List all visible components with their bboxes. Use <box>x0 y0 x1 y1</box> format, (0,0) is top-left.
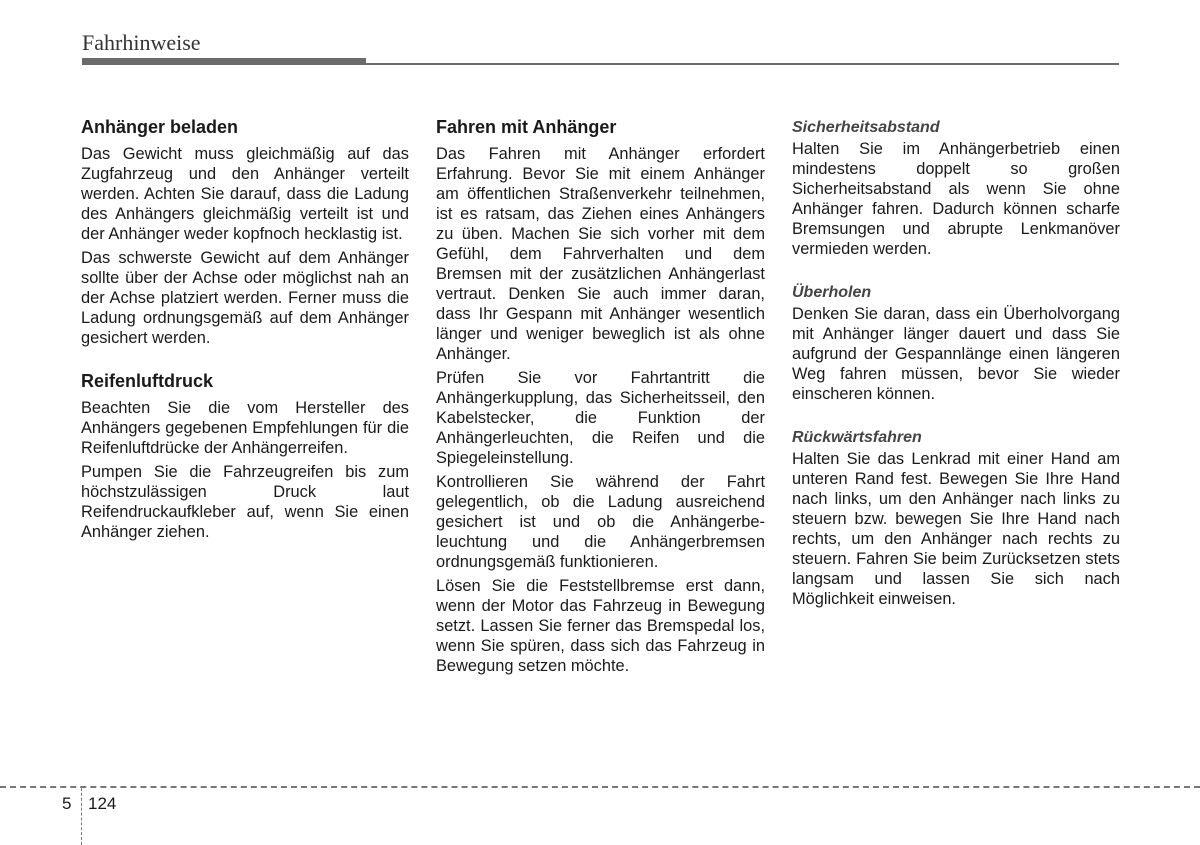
header-rule-thick <box>82 58 366 65</box>
section-heading-anhaenger-beladen: Anhänger beladen <box>81 117 239 137</box>
column-middle <box>436 116 765 680</box>
footer-divider <box>0 786 1200 788</box>
paragraph: Beachten Sie die vom Hersteller des Anhängers gegebenen Empfehlungen für die Reifenluftdrücke der Anhängerreifen. <box>81 399 409 457</box>
paragraph: Pumpen Sie die Fahrzeugreifen bis zum höchstzulässigen Druck laut Reifendruckaufkleber auf, wenn Sie einen Anhänger ziehen. <box>81 463 409 541</box>
paragraph: Halten Sie das Lenkrad mit einer Hand am unteren Rand fest. Bewegen Sie Ihre Hand nach links, um den Anhänger nach links zu steuern bzw. bewegen Sie Ihre Hand nach rechts, um den Anhänger nach rechts zu steuern. Fahren Sie beim Zurücksetzen stets langsam und lassen Sie sich nach Möglichkeit einweisen. <box>792 450 1120 608</box>
header-rule-thin <box>366 63 1119 65</box>
paragraph: Das Fahren mit Anhänger erfordert Erfahrung. Bevor Sie mit einem Anhänger am öffentlichen Straßenverkehr teilnehmen, ist es ratsam, das Ziehen eines Anhängers zu üben. Machen Sie sich vorher mit dem Gefühl, dem Fahrverhalten und dem Bremsen mit der zusätzlichen Anhängerlast vertraut. Denken Sie auch immer daran, dass Ihr Gespann mit Anhänger wesentlich länger und weniger beweglich ist als ohne Anhänger. <box>436 145 765 363</box>
paragraph: Kontrollieren Sie während der Fahrt gelegentlich, ob die Ladung ausreichend gesichert ist und ob die Anhängerbeleuchtung und die Anhängerbremsen ordnungsgemäß funktionieren. <box>436 473 765 571</box>
paragraph: Das schwerste Gewicht auf dem Anhänger sollte über der Achse oder möglichst nah an der Achse platziert werden. Ferner muss die Ladung ordnungsgemäß auf dem Anhänger gesichert werden. <box>81 249 409 347</box>
column-left <box>81 116 409 546</box>
paragraph: Lösen Sie die Feststellbremse erst dann, wenn der Motor das Fahrzeug in Bewegung setzt. Lassen Sie ferner das Bremspedal los, wenn Sie spüren, dass sich das Fahrzeug in Bewegung setzen möchte. <box>436 577 765 675</box>
paragraph: Das Gewicht muss gleichmäßig auf das Zugfahrzeug und den Anhänger verteilt werden. Achten Sie darauf, dass die Ladung des Anhängers gleichmäßig verteilt ist und der Anhänger weder kopfnoch hecklastig ist. <box>81 145 409 243</box>
subheading-sicherheitsabstand: Sicherheitsabstand <box>792 119 940 136</box>
subheading-ueberholen: Überholen <box>792 284 872 301</box>
chapter-title: Fahrhinweise <box>82 30 201 55</box>
section-heading-reifenluftdruck: Reifenluftdruck <box>81 371 214 391</box>
column-right <box>792 118 1120 613</box>
paragraph: Halten Sie im Anhängerbetrieb einen mindestens doppelt so großen Sicherheitsabstand als wenn Sie ohne Anhänger fahren. Dadurch können scharfe Bremsungen und abrupte Lenkmanöver vermieden werden. <box>792 140 1120 258</box>
section-heading-fahren-mit-anhaenger: Fahren mit Anhänger <box>436 117 617 137</box>
paragraph: Denken Sie daran, dass ein Überholvorgang mit Anhänger länger dauert und dass Sie aufgrund der Gespannlänge einen längeren Weg fahren müssen, bevor Sie wieder einscheren können. <box>792 305 1120 403</box>
footer-vertical-divider <box>81 788 82 845</box>
page-number: 124 <box>88 794 117 813</box>
subheading-rueckwaertsfahren: Rückwärtsfahren <box>792 429 922 446</box>
chapter-number: 5 <box>62 794 72 813</box>
paragraph: Prüfen Sie vor Fahrtantritt die Anhängerkupplung, das Sicherheitsseil, den Kabelstecker, die Funktion der Anhängerleuchten, die Reifen und die Spiegeleinstellung. <box>436 369 765 467</box>
